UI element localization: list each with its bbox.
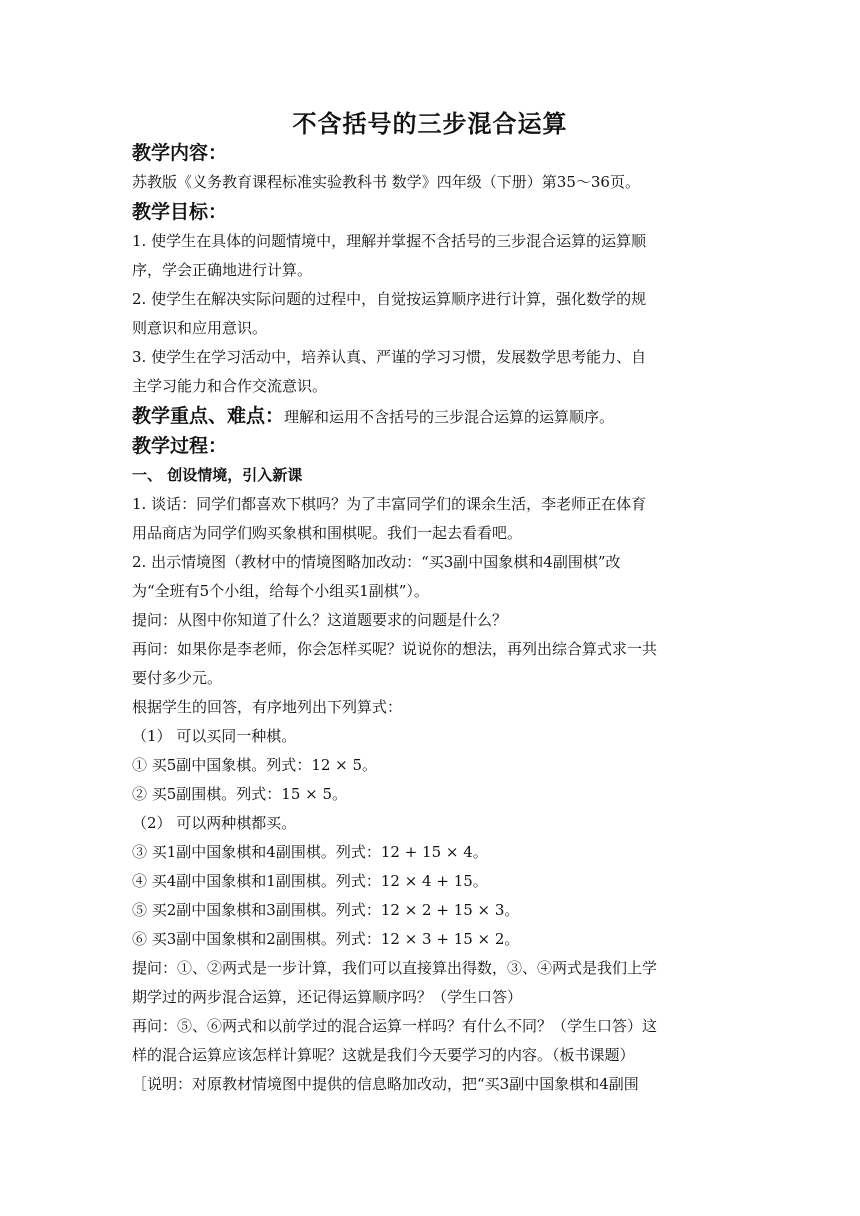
- goal-line: 1. 使学生在具体的问题情境中，理解并掌握不含括号的三步混合运算的运算顺: [132, 232, 647, 250]
- process-line: 1. 谈话：同学们都喜欢下棋吗？为了丰富同学们的课余生活，李老师正在体育: [132, 495, 647, 513]
- goal-line: 序，学会正确地进行计算。: [132, 261, 313, 279]
- content-text: 苏教版《义务教育课程标准实验教科书 数学》四年级（下册）第35～36页。: [132, 173, 640, 191]
- page-title: 不含括号的三步混合运算: [292, 110, 568, 138]
- process-line: ⑤ 买2副中国象棋和3副围棋。列式：12 × 2 + 15 × 3。: [132, 901, 520, 919]
- process-line: ② 买5副围棋。列式：15 × 5。: [132, 785, 348, 803]
- process-line: 提问：①、②两式是一步计算，我们可以直接算出得数，③、④两式是我们上学: [132, 959, 658, 977]
- goal-line: 则意识和应用意识。: [132, 319, 268, 337]
- process-line: ④ 买4副中国象棋和1副围棋。列式：12 × 4 + 15。: [132, 872, 488, 890]
- process-line: ［说明：对原教材情境图中提供的信息略加改动，把“买3副中国象棋和4副围: [132, 1075, 639, 1093]
- process-line: ① 买5副中国象棋。列式：12 × 5。: [132, 756, 378, 774]
- process-line: （1） 可以买同一种棋。: [132, 727, 297, 745]
- process-line: 再问：⑤、⑥两式和以前学过的混合运算一样吗？有什么不同？（学生口答）这: [132, 1017, 658, 1035]
- document-body: [132, 138, 732, 1099]
- section-heading-process: 教学过程：: [132, 435, 228, 457]
- key-points-row: [132, 401, 732, 431]
- key-points-text: 理解和运用不含括号的三步混合运算的运算顺序。: [284, 408, 615, 426]
- process-line: 要付多少元。: [132, 669, 223, 687]
- subsection-title: 一、 创设情境，引入新课: [132, 466, 303, 484]
- section-heading-key-points: 教学重点、难点：: [132, 405, 285, 427]
- process-line: （2） 可以两种棋都买。: [132, 814, 297, 832]
- process-line: 2. 出示情境图（教材中的情境图略加改动：“买3副中国象棋和4副围棋”改: [132, 553, 621, 571]
- goal-line: 主学习能力和合作交流意识。: [132, 377, 328, 395]
- section-heading-goals: 教学目标：: [132, 201, 228, 223]
- section-heading-content: 教学内容：: [132, 142, 228, 164]
- process-line: 期学过的两步混合运算，还记得运算顺序吗？（学生口答）: [132, 988, 523, 1006]
- process-line: 提问：从图中你知道了什么？这道题要求的问题是什么？: [132, 611, 508, 629]
- process-line: ⑥ 买3副中国象棋和2副围棋。列式：12 × 3 + 15 × 2。: [132, 930, 520, 948]
- process-line: 样的混合运算应该怎样计算呢？这就是我们今天要学习的内容。（板书课题）: [132, 1046, 635, 1064]
- goal-line: 2. 使学生在解决实际问题的过程中，自觉按运算顺序进行计算，强化数学的规: [132, 290, 647, 308]
- goal-line: 3. 使学生在学习活动中，培养认真、严谨的学习习惯，发展数学思考能力、自: [132, 348, 647, 366]
- process-line: 再问：如果你是李老师，你会怎样买呢？说说你的想法，再列出综合算式求一共: [132, 640, 658, 658]
- process-line: ③ 买1副中国象棋和4副围棋。列式：12 + 15 × 4。: [132, 843, 488, 861]
- process-line: 为“全班有5个小组，给每个小组买1副棋”）。: [132, 582, 429, 600]
- process-line: 根据学生的回答，有序地列出下列算式：: [132, 698, 403, 716]
- process-line: 用品商店为同学们购买象棋和围棋呢。我们一起去看看吧。: [132, 524, 523, 542]
